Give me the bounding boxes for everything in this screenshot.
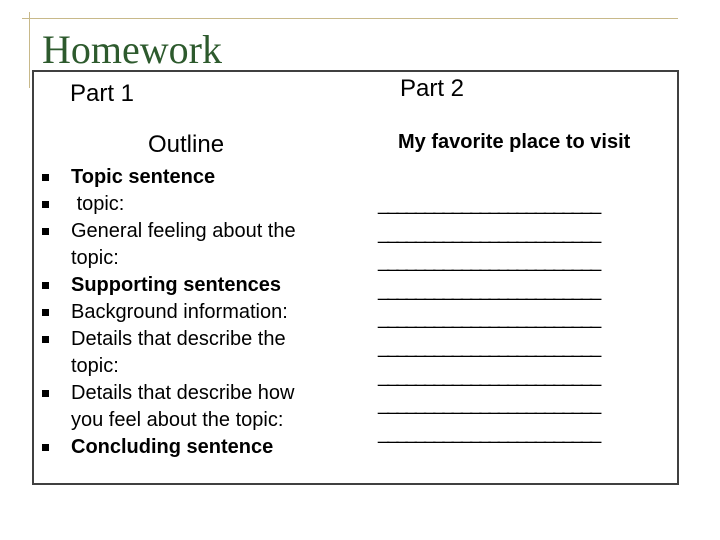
blank-answer-line: ________________________ bbox=[378, 250, 600, 273]
outline-item-text: Concluding sentence bbox=[71, 436, 274, 458]
outline-heading: Outline bbox=[148, 131, 225, 158]
blank-lines-list bbox=[378, 190, 599, 447]
blank-answer-line: ________________________ bbox=[378, 421, 600, 444]
square-bullet-icon bbox=[42, 174, 49, 181]
outline-item bbox=[40, 218, 330, 272]
decorative-horizontal-line bbox=[22, 18, 678, 19]
decorative-vertical-line bbox=[29, 12, 30, 88]
outline-item-text: Supporting sentences bbox=[71, 274, 282, 296]
blank-answer-line: ________________________ bbox=[378, 393, 600, 416]
part2-heading: Part 2 bbox=[400, 75, 465, 102]
outline-item bbox=[40, 164, 330, 191]
blank-answer-line: ________________________ bbox=[378, 221, 600, 244]
outline-item-text: Details that describe the topic: bbox=[71, 328, 292, 377]
outline-list bbox=[40, 164, 330, 461]
outline-item-text: Details that describe how you feel about the topic: bbox=[71, 382, 301, 431]
outline-item-text: Topic sentence bbox=[71, 166, 216, 188]
square-bullet-icon bbox=[42, 282, 49, 289]
outline-item bbox=[40, 380, 330, 434]
outline-item-text: topic: bbox=[71, 193, 125, 215]
blank-answer-line: ________________________ bbox=[378, 364, 600, 387]
blank-answer-line: ________________________ bbox=[378, 307, 600, 330]
outline-item bbox=[40, 191, 330, 218]
slide-title: Homework bbox=[42, 27, 222, 72]
outline-item-text: Background information: bbox=[71, 301, 288, 323]
outline-item bbox=[40, 434, 330, 461]
part1-heading: Part 1 bbox=[70, 80, 135, 107]
outline-item bbox=[40, 326, 330, 380]
square-bullet-icon bbox=[42, 201, 49, 208]
square-bullet-icon bbox=[42, 336, 49, 343]
square-bullet-icon bbox=[42, 390, 49, 397]
blank-answer-line: ________________________ bbox=[378, 335, 600, 358]
blank-answer-line: ________________________ bbox=[378, 193, 600, 215]
outline-item bbox=[40, 299, 330, 326]
outline-item-text: General feeling about the topic: bbox=[71, 220, 302, 269]
favorite-place-heading: My favorite place to visit bbox=[398, 131, 631, 153]
square-bullet-icon bbox=[42, 309, 49, 316]
outline-item bbox=[40, 272, 330, 299]
square-bullet-icon bbox=[42, 228, 49, 235]
blank-answer-line: ________________________ bbox=[378, 278, 600, 301]
square-bullet-icon bbox=[42, 444, 49, 451]
